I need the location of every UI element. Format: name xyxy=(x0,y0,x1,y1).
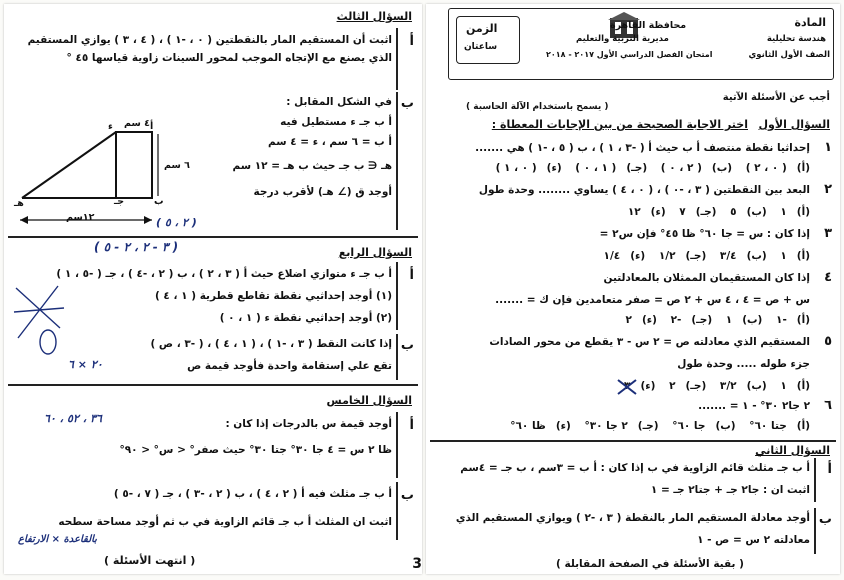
q1-item-5-options: (أ)١ (ب)٣/٢ (جـ)٢ (ء) xyxy=(614,380,810,392)
q5-handwritten-bottom: بالقاعدة × الارتفاع xyxy=(18,534,97,545)
page-number: 3 xyxy=(412,556,422,572)
directorate-name: مديرية التربية والتعليم xyxy=(576,34,669,44)
calculator-note: ( يسمح باستخدام الآلة الحاسبة ) xyxy=(466,102,609,112)
governorate-name: محافظة القاهرة xyxy=(610,20,687,31)
q1-item-6-option-b[interactable]: جا ٦٠° xyxy=(672,420,706,432)
q2-b-line-2: معادلته ٢ س = ص - ١ xyxy=(697,534,810,546)
q1-item-1-question: إحداثيا نقطة منتصف أ ب حيث أ ( -٣ ، ١ ) ، ب ( ٥ ، -١ ) هي ....... xyxy=(475,142,810,154)
q1-title: السؤال الأول xyxy=(758,118,830,131)
q1-item-5-question-2: جزء طوله ..... وحدة طول xyxy=(677,358,810,370)
q4-a-line-2: (١) أوجد إحداثيي نقطة تقاطع قطرية ( ١ ، ٤ ) xyxy=(154,290,392,302)
q1-item-1-num: ١ xyxy=(824,140,832,155)
q3-b-line-3: أ ب = ٦ سم ، ء = ٤ سم xyxy=(268,136,392,148)
q1-item-6-options: (أ)جتا ٦٠° (ب)جا ٦٠° (جـ)٢ جا ٣٠° (ء)ظا ٦٠° xyxy=(510,420,810,432)
q3-b-line-1: في الشكل المقابل : xyxy=(286,96,392,108)
figure-top-label: ٤ سم xyxy=(124,118,150,129)
exam-title: امتحان الفصل الدراسي الأول ٢٠١٧ - ٢٠١٨ xyxy=(546,50,713,59)
q2-a-label: أ xyxy=(827,462,832,477)
q1-item-3-options: (أ)١ (ب)٣/٤ (جـ)١/٢ (ء)١/٤ xyxy=(603,250,810,262)
q5-b-line-2: اثبت ان المثلث أ ب جـ قائم الزاوية في ب ثم أوجد مساحة سطحه xyxy=(58,516,392,528)
q1-item-4-question: إذا كان المستقيمان الممثلان بالمعادلتين xyxy=(603,272,810,284)
q5-handwritten-top: ٣٦ ، ٥٢ ، ٦٠ xyxy=(44,412,102,425)
q1-item-1-option-d[interactable]: ( ٠ ، ١ ) xyxy=(495,162,537,174)
time-label: الزمن xyxy=(466,22,498,35)
q1-item-4-question-2: س + ص = ٤ ، ٤ س + ٢ ص = صفر متعامدين فإن ك = ....... xyxy=(495,294,810,306)
q4-a-line-3: (٢) أوجد إحداثيي نقطة ء ( ١ ، ٠ ) xyxy=(219,312,392,324)
q3-b-line-4: هـ ∈ ب جـ حيث ب هـ = ١٢ سم xyxy=(232,160,392,172)
q1-item-5-question: المستقيم الذي معادلته ص = ٢ س - ٣ يقطع من محور الصادات xyxy=(489,336,810,348)
q1-item-1-option-c[interactable]: ( ١ ، ٠ ) xyxy=(575,162,617,174)
q4-b-line-2: تقع علي إستقامة واحدة فأوجد قيمة ص xyxy=(187,360,392,372)
figure-vertex-d: ء xyxy=(108,121,113,132)
q1-item-4-option-c[interactable]: -٢ xyxy=(670,314,682,326)
figure-vertex-c: جـ xyxy=(114,196,125,207)
figure-rectangle xyxy=(116,132,152,198)
q3-title: السؤال الثالث xyxy=(336,10,412,23)
q1-item-3-option-a[interactable]: ١ xyxy=(780,250,787,262)
q1-item-5-num: ٥ xyxy=(824,334,832,349)
q4-a-line-1: أ ب جـ ء متوازي اضلاع حيث أ ( ٣ ، ٢ ) ، ب ( ٢ ، -٤ ) ، جـ ( -٥ ، ١ ) xyxy=(56,268,392,280)
figure-vertex-e: هـ xyxy=(14,198,24,209)
q1-item-6-num: ٦ xyxy=(824,398,832,413)
figure-vertex-a: أ xyxy=(150,121,154,132)
q5-b-label: ب xyxy=(400,488,414,503)
q3-a-line-1: اثبت أن المستقيم المار بالنقطتين ( ٠ ، -١ ) ، ( ٤ ، ٣ ) يوازي المستقيم xyxy=(27,34,392,46)
q1-item-4-option-d[interactable]: ٢ xyxy=(625,314,632,326)
q1-item-6-option-d[interactable]: ظا ٦٠° xyxy=(510,420,546,432)
q1-item-6-option-a[interactable]: جتا ٦٠° xyxy=(749,420,787,432)
q5-b-line-1: أ ب جـ مثلث فيه أ ( ٢ ، ٤ ) ، ب ( ٢ ، -٣ ) ، جـ ( ٧ ، -٥ ) xyxy=(113,488,392,500)
q1-item-4-options: (أ)-١ (ب)١ (جـ)-٢ (ء)٢ xyxy=(625,314,810,326)
q1-item-5-option-b[interactable]: ٣/٢ xyxy=(719,380,737,392)
q1-item-1-options: (أ)( ٠ ، ٢ ) (ب)( ٢ ، ٠ ) (جـ)( ١ ، ٠ ) (ء)( ٠ ، ١ ) xyxy=(495,162,810,174)
instruction-line: أجب عن الأسئلة الآتية xyxy=(722,92,830,103)
q5-a-line-1: أوجد قيمة س بالدرجات إذا كان : xyxy=(225,418,392,430)
right-exam-page xyxy=(426,4,840,574)
q4-handwritten-side: ٢٠ × ٦ xyxy=(68,358,103,371)
q1-item-4-option-b[interactable]: ١ xyxy=(725,314,733,326)
q5-a-line-2: ظا ٢ س = ٤ جا ٣٠° جتا ٣٠° حيث صفر° < س° < ٩٠° xyxy=(119,444,392,456)
q5-a-label: أ xyxy=(409,418,414,433)
q3-b-label: ب xyxy=(400,96,414,111)
q1-item-4-num: ٤ xyxy=(824,270,832,285)
q1-item-3-question: إذا كان : س = جا ٦٠° ظا ٤٥° فإن س٢ = xyxy=(599,228,810,240)
q4-a-label: أ xyxy=(409,268,414,283)
q3-a-line-2: الذي يصنع مع الإتجاه الموجب لمحور السينات زاوية قياسها ٤٥ ° xyxy=(66,52,392,64)
q3-b-line-2: أ ب جـ ء مستطيل فيه xyxy=(280,116,392,128)
q1-item-3-option-c[interactable]: ١/٢ xyxy=(658,250,676,262)
answer-cross-mark xyxy=(616,378,638,396)
left-exam-page xyxy=(4,4,422,574)
end-of-questions-note: ( انتهت الأسئلة ) xyxy=(104,554,196,567)
q1-instruction: اختر الاجابة الصحيحة من بين الإجابات المعطاة : xyxy=(491,118,748,131)
q1-item-6-option-c[interactable]: ٢ جا ٣٠° xyxy=(584,420,628,432)
subject-value: هندسة تحليلية xyxy=(766,34,826,44)
q2-b-label: ب xyxy=(818,512,832,527)
q4-title: السؤال الرابع xyxy=(338,246,412,259)
grade-label: الصف الأول الثانوي xyxy=(748,50,830,60)
q1-item-2-option-b[interactable]: ٥ xyxy=(730,206,737,218)
figure-bottom-label: ١٢سم xyxy=(66,212,95,223)
q1-item-5-option-a[interactable]: ١ xyxy=(780,380,787,392)
q3-b-line-5: أوجد ق (∠ هـ) لأقرب درجة xyxy=(253,186,392,198)
q4-scribble-mark xyxy=(8,268,68,358)
q1-item-1-option-a[interactable]: ( ٠ ، ٢ ) xyxy=(745,162,787,174)
q1-item-3-option-b[interactable]: ٣/٤ xyxy=(719,250,737,262)
time-value: ساعتان xyxy=(464,42,498,52)
q1-item-2-option-c[interactable]: ٧ xyxy=(679,206,686,218)
q1-item-2-options: (أ)١ (ب)٥ (جـ)٧ (ء)١٢ xyxy=(627,206,810,218)
subject-label: المادة xyxy=(794,16,826,29)
figure-side-label: ٦ سم xyxy=(164,160,190,171)
q2-title: السؤال الثاني xyxy=(755,444,830,457)
q2-b-line-1: أوجد معادلة المستقيم المار بالنقطة ( ٣ ، -٢ ) ويوازي المستقيم الذي xyxy=(455,512,810,524)
q1-item-4-option-a[interactable]: -١ xyxy=(776,314,787,326)
q1-item-2-num: ٢ xyxy=(824,182,832,197)
q2-a-line-2: اثبت ان : جا٢ جـ + جتا٢ جـ = ١ xyxy=(650,484,810,496)
q5-title: السؤال الخامس xyxy=(326,394,412,407)
q4-handwritten-top: ( ٣ - ٢ ، ٢ - ٥ ) xyxy=(94,240,179,254)
q1-item-2-option-d[interactable]: ١٢ xyxy=(627,206,641,218)
q4-b-line-1: إذا كانت النقط ( ٣ ، -١ ) ، ( ١ ، ٤ ) ، ( -٣ ، ص ) xyxy=(150,338,392,350)
figure-hypotenuse xyxy=(22,132,116,198)
q2-a-line-1: أ ب جـ مثلث قائم الزاوية في ب إذا كان : أ ب = ٣سم ، ب جـ = ٤سم xyxy=(460,462,810,474)
continue-note: ( بقية الأسئلة في الصفحة المقابلة ) xyxy=(556,558,744,570)
q1-item-3-option-d[interactable]: ١/٤ xyxy=(603,250,621,262)
q3-handwritten-note: ( ٢ ، ٥ ) xyxy=(156,216,197,229)
q1-item-3-num: ٣ xyxy=(824,226,832,241)
q3-a-label: أ xyxy=(409,34,414,49)
q1-item-2-question: البعد بين النقطتين ( ٣ ، -٠ ) ، ( ٠ ، ٤ ) يساوي ........ وحدة طول xyxy=(478,184,810,196)
q1-item-2-option-a[interactable]: ١ xyxy=(780,206,787,218)
figure-vertex-b: ب xyxy=(154,196,164,207)
q1-item-5-option-c[interactable]: ٢ xyxy=(669,380,676,392)
q1-item-1-option-b[interactable]: ( ٢ ، ٠ ) xyxy=(660,162,702,174)
q1-item-6-question: ٢ جا٢ ٣٠° - ١ = ....... xyxy=(698,400,810,412)
q4-b-label: ب xyxy=(400,338,414,353)
